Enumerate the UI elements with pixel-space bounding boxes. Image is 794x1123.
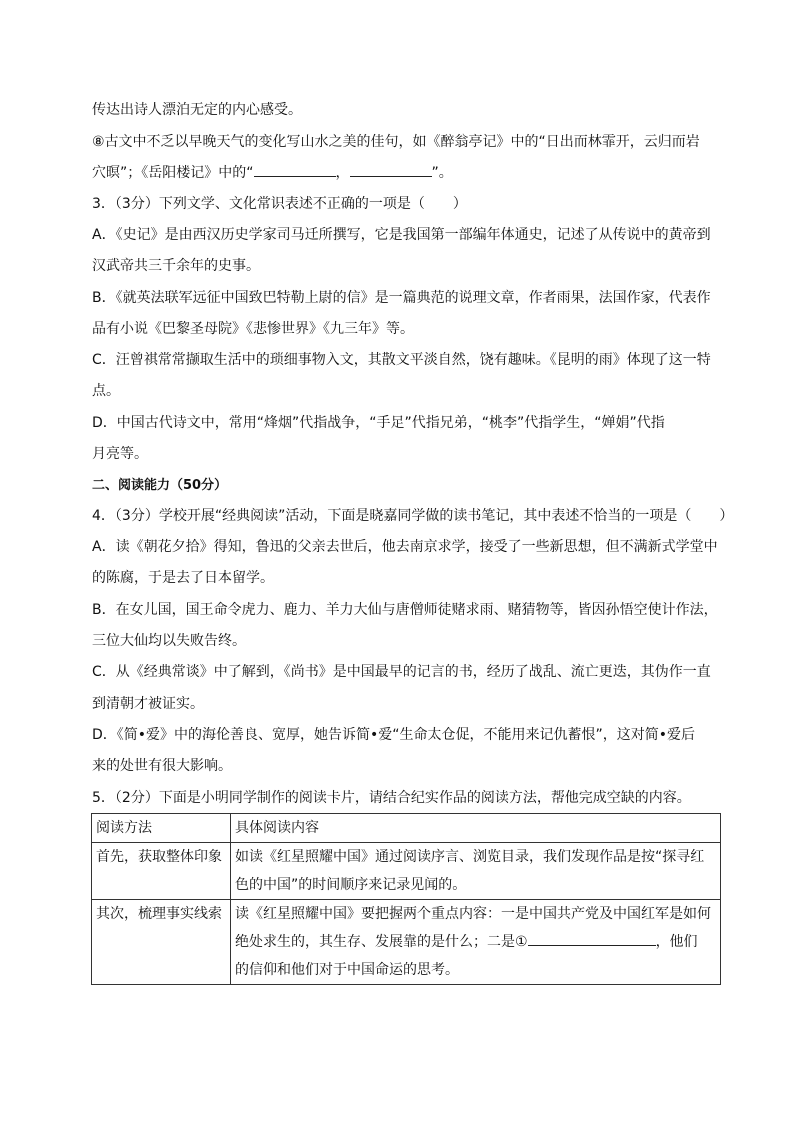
- row1-content-line1: 如读《红星照耀中国》通过阅读序言、浏览目录，我们发现作品是按“探寻红: [235, 849, 705, 865]
- row2-content-line2-a: 绝处求生的，其生存、发展靠的是什么；二是①: [235, 934, 528, 950]
- header-content: 具体阅读内容: [231, 814, 721, 843]
- answer-blank-1[interactable]: [254, 162, 336, 177]
- answer-blank-3[interactable]: [528, 931, 656, 946]
- q3-option-d-line1: D．中国古代诗文中，常用“烽烟”代指战争，“手足”代指兄弟，“桃李”代指学生，“婵娟”代指: [92, 415, 665, 431]
- q4-option-c-line1: C．从《经典常谈》中了解到，《尚书》是中国最早的记言的书，经历了战乱、流亡更迭，其伪作一直: [92, 664, 711, 680]
- q3-option-d-line2: 月亮等。: [92, 446, 148, 462]
- q2-item8-text-a: 穴暝”；《岳阳楼记》中的“: [92, 165, 254, 181]
- row2-content-line3: 的信仰和他们对于中国命运的思考。: [235, 962, 459, 978]
- q4-option-b-line1: B．在女儿国，国王命令虎力、鹿力、羊力大仙与唐僧师徒赌求雨、赌猜物等，皆因孙悟空使计作法，: [92, 602, 718, 618]
- row1-method: 首先，获取整体印象: [92, 843, 231, 900]
- reading-card-table: [91, 813, 721, 985]
- q2-item8-line2: [92, 162, 453, 183]
- table-header-row: [92, 814, 721, 843]
- row2-content-line2: [235, 928, 716, 956]
- q3-option-a-line1: A．《史记》是由西汉历史学家司马迁所撰写，它是我国第一部编年体通史，记述了从传说中的黄帝到: [92, 227, 711, 243]
- header-method: 阅读方法: [92, 814, 231, 843]
- q2-line: 传达出诗人漂泊无定的内心感受。: [92, 102, 302, 118]
- q4-option-c-line2: 到清朝才被证实。: [92, 696, 204, 712]
- table-row: [92, 900, 721, 985]
- table-row: [92, 843, 721, 900]
- q2-item8-line1: ⑧古文中不乏以早晚天气的变化写山水之美的佳句，如《醉翁亭记》中的“日出而林霏开，云归而岩: [92, 134, 700, 150]
- q2-item8-text-b: ”。: [431, 165, 453, 181]
- q3-option-c-line2: 点。: [92, 383, 120, 399]
- q3-option-b-line1: B．《就英法联军远征中国致巴特勒上尉的信》是一篇典范的说理文章，作者雨果，法国作家，代表作: [92, 290, 711, 306]
- row2-method: 其次，梳理事实线索: [92, 900, 231, 985]
- row1-content: [231, 843, 721, 900]
- section-heading: 二、阅读能力（50分）: [92, 478, 228, 493]
- q4-option-b-line2: 三位大仙均以失败告终。: [92, 633, 246, 649]
- q3-stem: 3．（3分）下列文学、文化常识表述不正确的一项是（ ）: [92, 196, 467, 212]
- q3-option-a-line2: 汉武帝共三千余年的史事。: [92, 258, 260, 274]
- q2-item8-sep: ，: [335, 165, 350, 181]
- row2-content-line1: 读《红星照耀中国》要把握两个重点内容：一是中国共产党及中国红军是如何: [235, 906, 711, 922]
- row2-content-line2-b: ，他们: [655, 934, 698, 950]
- row2-content: [231, 900, 721, 985]
- q4-option-a-line1: A．读《朝花夕拾》得知，鲁迅的父亲去世后，他去南京求学，接受了一些新思想，但不满新式学堂中: [92, 539, 718, 555]
- answer-blank-2[interactable]: [350, 162, 432, 177]
- q4-option-d-line2: 来的处世有很大影响。: [92, 758, 232, 774]
- row1-content-line2: 色的中国”的时间顺序来记录见闻的。: [235, 877, 467, 893]
- q3-option-c-line1: C．汪曾祺常常撷取生活中的琐细事物入文，其散文平淡自然，饶有趣味。《昆明的雨》体现了这一特: [92, 352, 711, 368]
- q5-stem: 5．（2分）下面是小明同学制作的阅读卡片，请结合纪实作品的阅读方法，帮他完成空缺的内容。: [92, 790, 691, 806]
- q4-stem: 4．（3分）学校开展“经典阅读”活动，下面是晓嘉同学做的读书笔记，其中表述不恰当的一项是（ ）: [92, 508, 734, 524]
- q4-option-d-line1: D．《简•爱》中的海伦善良、宽厚，她告诉简•爱“生命太仓促，不能用来记仇蓄恨”，这对简•爱后: [92, 727, 696, 743]
- q4-option-a-line2: 的陈腐，于是去了日本留学。: [92, 570, 274, 586]
- q3-option-b-line2: 品有小说《巴黎圣母院》《悲惨世界》《九三年》等。: [92, 321, 414, 337]
